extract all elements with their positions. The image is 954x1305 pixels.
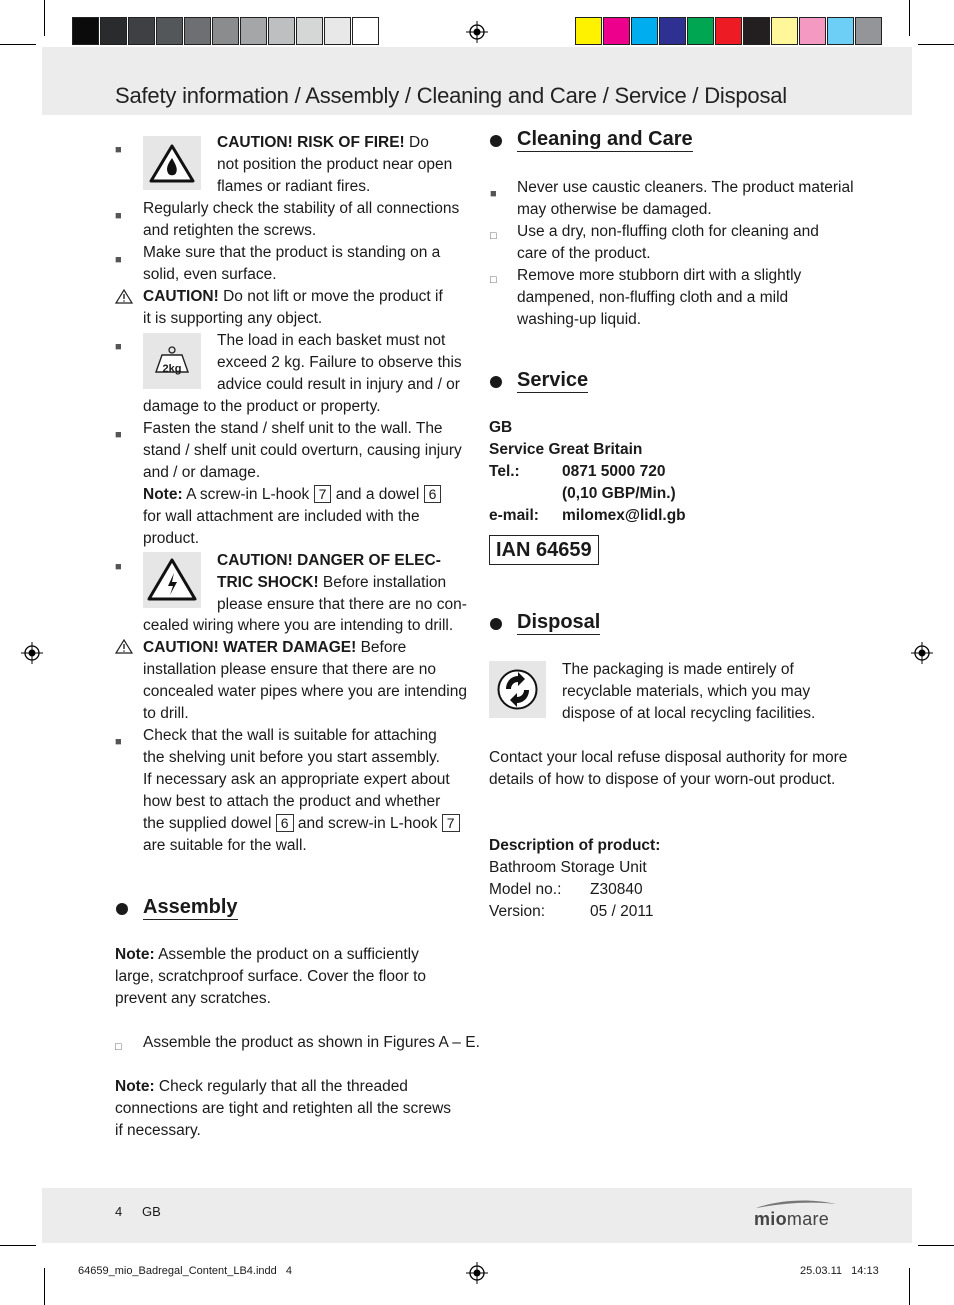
water-text: concealed water pipes where you are intending bbox=[143, 683, 467, 700]
version-value: 05 / 2011 bbox=[590, 903, 654, 920]
disposal-text: Contact your local refuse disposal authority for more bbox=[489, 749, 848, 766]
bullet-square-icon: ■ bbox=[115, 736, 122, 748]
bullet-square-icon: ■ bbox=[115, 561, 122, 573]
cleaning-text: may otherwise be damaged. bbox=[517, 201, 712, 218]
assembly-note-text: large, scratchproof surface. Cover the floor to bbox=[115, 968, 427, 985]
cleaning-text: Never use caustic cleaners. The product material bbox=[517, 179, 854, 196]
fire-text: Do bbox=[409, 134, 429, 151]
fasten-text: for wall attachment are included with the bbox=[143, 508, 420, 525]
part-number-7: 7 bbox=[314, 485, 332, 503]
cleaning-text: dampened, non-fluffing cloth and a mild bbox=[517, 289, 789, 306]
fasten-text: product. bbox=[143, 530, 200, 547]
wall-text: are suitable for the wall. bbox=[143, 837, 307, 854]
caution-lift: CAUTION! bbox=[143, 288, 219, 305]
note-label: Note: bbox=[115, 1078, 155, 1095]
stability-text: and retighten the screws. bbox=[143, 222, 317, 239]
water-text: to drill. bbox=[143, 705, 189, 722]
service-heading: Service bbox=[517, 369, 589, 391]
ian-box: IAN 64659 bbox=[489, 535, 599, 565]
fasten-text: A screw-in L-hook bbox=[186, 486, 310, 503]
section-bullet-icon bbox=[490, 618, 502, 630]
bullet-square-icon: ■ bbox=[115, 341, 122, 353]
crop-mark bbox=[918, 1245, 954, 1246]
load-text: damage to the product or property. bbox=[143, 398, 381, 415]
surface-text: Make sure that the product is standing on a bbox=[143, 244, 441, 261]
assembly-note-text: connections are tight and retighten all the screws bbox=[115, 1100, 452, 1117]
weight-label: 2kg bbox=[162, 363, 182, 375]
bullet-square-icon: ■ bbox=[115, 254, 122, 266]
language-code: GB bbox=[142, 1204, 161, 1219]
assembly-note-text: Assemble the product on a sufficiently bbox=[158, 946, 419, 963]
assembly-heading: Assembly bbox=[143, 896, 238, 918]
note-label: Note: bbox=[115, 946, 155, 963]
crop-mark bbox=[909, 1268, 910, 1305]
wall-text: and screw-in L-hook bbox=[297, 815, 438, 832]
water-text: installation please ensure that there are no bbox=[143, 661, 436, 678]
version-label: Version: bbox=[489, 903, 546, 920]
fasten-text: Fasten the stand / shelf unit to the wall. The bbox=[143, 420, 443, 437]
cleaning-heading: Cleaning and Care bbox=[517, 128, 693, 150]
model-number: Z30840 bbox=[590, 881, 643, 898]
assembly-note-text: Check regularly that all the threaded bbox=[158, 1078, 408, 1095]
fasten-text: and / or damage. bbox=[143, 464, 261, 481]
checkbox-bullet-icon: □ bbox=[115, 1041, 122, 1053]
wall-text: how best to attach the product and whether bbox=[143, 793, 441, 810]
stability-text: Regularly check the stability of all connections bbox=[143, 200, 460, 217]
caution-fire: CAUTION! RISK OF FIRE! bbox=[217, 134, 405, 151]
cleaning-text: washing-up liquid. bbox=[517, 311, 642, 328]
disposal-text: details of how to dispose of your worn-out product. bbox=[489, 771, 836, 788]
crop-mark bbox=[44, 1268, 45, 1305]
cleaning-text: Remove more stubborn dirt with a slightly bbox=[517, 267, 802, 284]
tel-label: Tel.: bbox=[489, 463, 520, 480]
email-label: e-mail: bbox=[489, 507, 539, 524]
page-number: 4 bbox=[115, 1204, 123, 1219]
green-dot-recycle-icon bbox=[489, 661, 546, 718]
checkbox-bullet-icon: □ bbox=[490, 230, 497, 242]
checkbox-bullet-icon: □ bbox=[490, 274, 497, 286]
service-country: GB bbox=[489, 419, 513, 436]
section-bullet-icon bbox=[490, 376, 502, 388]
shock-text: Before installation bbox=[322, 574, 447, 591]
surface-text: solid, even surface. bbox=[143, 266, 277, 283]
disposal-text: dispose of at local recycling facilities. bbox=[562, 705, 816, 722]
recycling-pictogram bbox=[489, 661, 546, 718]
registration-mark-icon bbox=[466, 1262, 488, 1284]
bullet-square-icon: ■ bbox=[115, 210, 122, 222]
tel-rate: (0,10 GBP/Min.) bbox=[562, 485, 676, 502]
bullet-square-icon: ■ bbox=[490, 188, 497, 200]
caution-shock: TRIC SHOCK! bbox=[217, 574, 319, 591]
caution-water: CAUTION! WATER DAMAGE! bbox=[143, 639, 357, 656]
service-name: Service Great Britain bbox=[489, 441, 643, 458]
shock-text: please ensure that there are no con- bbox=[217, 596, 467, 613]
load-text: exceed 2 kg. Failure to observe this bbox=[217, 354, 462, 371]
caution-shock: CAUTION! DANGER OF ELEC- bbox=[217, 552, 441, 569]
disposal-heading: Disposal bbox=[517, 611, 601, 633]
fasten-text: stand / shelf unit could overturn, causing injury bbox=[143, 442, 462, 459]
product-description-title: Description of product: bbox=[489, 837, 661, 854]
bullet-square-icon: ■ bbox=[115, 144, 122, 156]
wall-text: Check that the wall is suitable for attaching bbox=[143, 727, 437, 744]
load-text: advice could result in injury and / or bbox=[217, 376, 460, 393]
email-address: milomex@lidl.gb bbox=[562, 507, 686, 524]
fire-text: flames or radiant fires. bbox=[217, 178, 371, 195]
bullet-square-icon: ■ bbox=[115, 429, 122, 441]
fire-text: not position the product near open bbox=[217, 156, 453, 173]
assembly-step-text: Assemble the product as shown in Figures A – E. bbox=[143, 1034, 480, 1051]
assembly-note-text: if necessary. bbox=[115, 1122, 201, 1139]
wall-text: the shelving unit before you start assembly. bbox=[143, 749, 440, 766]
wall-text: the supplied dowel bbox=[143, 815, 272, 832]
brand-logo-part: mio bbox=[754, 1209, 787, 1229]
lift-text: Do not lift or move the product if bbox=[223, 288, 443, 305]
load-text: The load in each basket must not bbox=[217, 332, 446, 349]
tel-number: 0871 5000 720 bbox=[562, 463, 666, 480]
model-label: Model no.: bbox=[489, 881, 562, 898]
crop-mark bbox=[0, 1245, 36, 1246]
part-number-6: 6 bbox=[276, 814, 294, 832]
section-bullet-icon bbox=[490, 135, 502, 147]
part-number-7: 7 bbox=[442, 814, 460, 832]
file-slug: 64659_mio_Badregal_Content_LB4.indd 4 bbox=[78, 1265, 293, 1277]
part-number-6: 6 bbox=[424, 485, 442, 503]
shock-text: cealed wiring where you are intending to drill. bbox=[143, 617, 454, 634]
assembly-note-text: prevent any scratches. bbox=[115, 990, 271, 1007]
product-name: Bathroom Storage Unit bbox=[489, 859, 647, 876]
cleaning-text: care of the product. bbox=[517, 245, 651, 262]
wall-text: If necessary ask an appropriate expert about bbox=[143, 771, 450, 788]
disposal-text: recyclable materials, which you may bbox=[562, 683, 811, 700]
fasten-text: and a dowel bbox=[335, 486, 420, 503]
lift-text: it is supporting any object. bbox=[143, 310, 323, 327]
cleaning-text: Use a dry, non-fluffing cloth for cleaning and bbox=[517, 223, 819, 240]
page-title: Safety information / Assembly / Cleaning and Care / Service / Disposal bbox=[115, 83, 787, 108]
brand-logo-part: mare bbox=[786, 1209, 830, 1229]
disposal-text: The packaging is made entirely of bbox=[562, 661, 794, 678]
file-date: 25.03.11 14:13 bbox=[800, 1265, 879, 1277]
water-text: Before bbox=[360, 639, 407, 656]
brand-logo bbox=[754, 1209, 829, 1230]
note-label: Note: bbox=[143, 486, 183, 503]
